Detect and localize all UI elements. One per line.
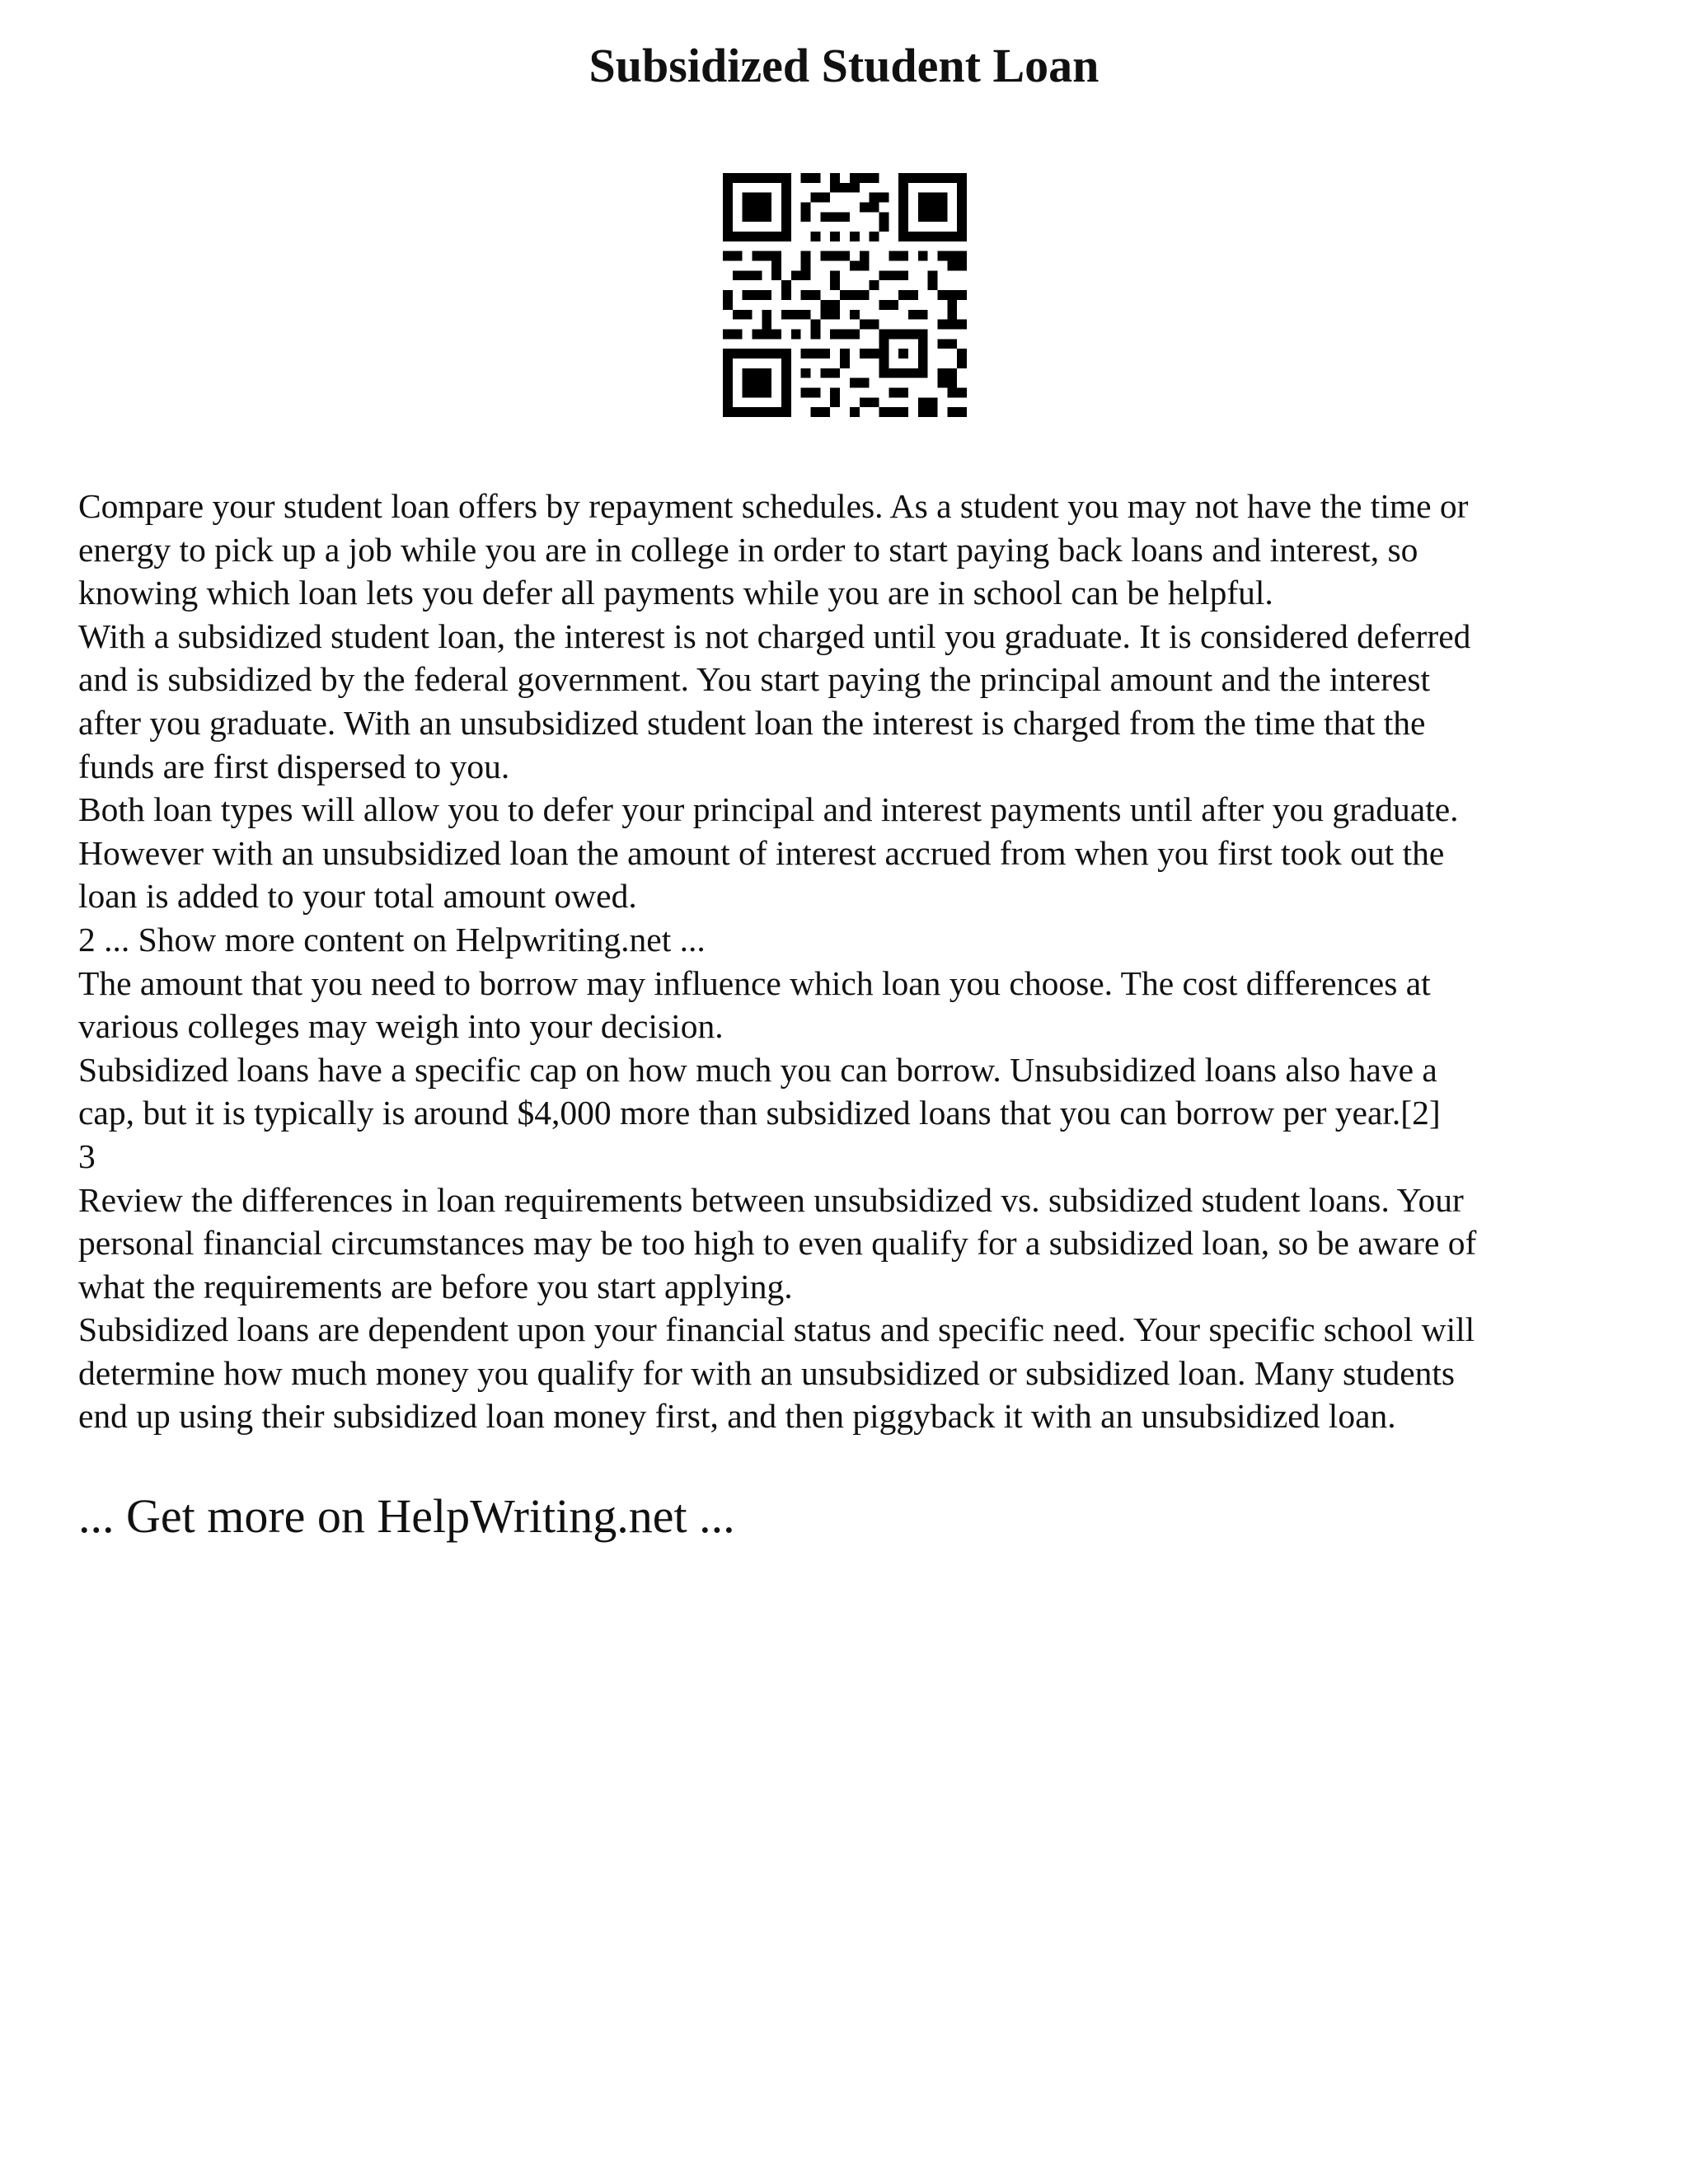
text-line: personal financial circumstances may be too high to even qualify for a subsidized loan, so be aware of — [78, 1224, 1477, 1263]
text-line: after you graduate. With an unsubsidized student loan the interest is charged from the time that the — [78, 703, 1426, 742]
text-line: knowing which loan lets you defer all payments while you are in school can be helpful. — [78, 574, 1273, 612]
page-title: Subsidized Student Loan — [588, 39, 1100, 92]
show-more-line: 2 ... Show more content on Helpwriting.net ... — [78, 920, 706, 958]
text-line: what the requirements are before you start applying. — [78, 1267, 793, 1305]
text-line: various colleges may weigh into your decision. — [78, 1007, 724, 1046]
text-line: The amount that you need to borrow may influence which loan you choose. The cost differences at — [78, 963, 1431, 1002]
text-line: and is subsidized by the federal government. You start paying the principal amount and the interest — [78, 660, 1431, 699]
text-line: determine how much money you qualify for with an unsubsidized or subsidized loan. Many students — [78, 1353, 1456, 1392]
text-line: With a subsidized student loan, the interest is not charged until you graduate. It is considered deferred — [78, 616, 1471, 655]
text-line: end up using their subsidized loan money first, and then piggyback it with an unsubsidized loan. — [78, 1397, 1396, 1436]
text-line: Compare your student loan offers by repayment schedules. As a student you may not have the time or — [78, 487, 1469, 525]
text-line: Review the differences in loan requirements between unsubsidized vs. subsidized student loans. Your — [78, 1180, 1464, 1219]
text-line: 3 — [78, 1137, 96, 1175]
text-line: funds are first dispersed to you. — [78, 747, 510, 785]
text-line: Subsidized loans have a specific cap on how much you can borrow. Unsubsidized loans also have a — [78, 1050, 1437, 1089]
qr-code-graphic — [723, 173, 967, 417]
text-line: loan is added to your total amount owed. — [78, 877, 637, 916]
get-more-link[interactable]: ... Get more on HelpWriting.net ... — [78, 1489, 735, 1543]
text-line: However with an unsubsidized loan the amount of interest accrued from when you first took out the — [78, 833, 1445, 872]
document-body — [78, 485, 1636, 1438]
text-line: cap, but it is typically is around $4,000 more than subsidized loans that you can borrow per year.[2] — [78, 1094, 1441, 1132]
text-line: energy to pick up a job while you are in college in order to start paying back loans and interest, so — [78, 530, 1418, 569]
text-line: Subsidized loans are dependent upon your financial status and specific need. Your specific school will — [78, 1310, 1475, 1349]
text-line: Both loan types will allow you to defer your principal and interest payments until after you graduate. — [78, 790, 1459, 829]
qr-code-icon — [723, 173, 967, 417]
